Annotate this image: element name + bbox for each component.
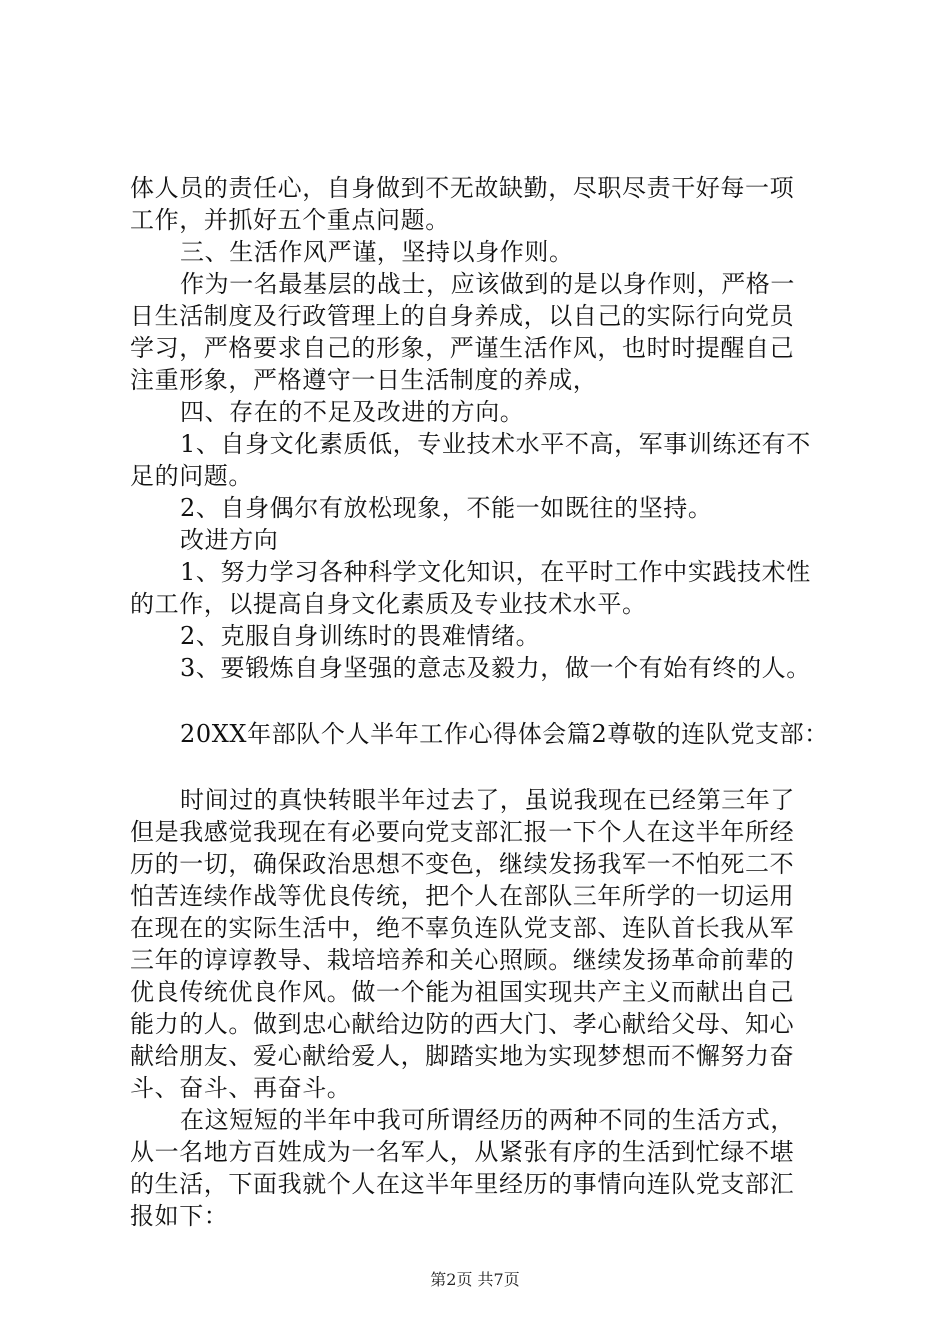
body-line: 学习，严格要求自己的形象，严谨生活作风，也时时提醒自己: [130, 334, 795, 362]
body-line: 优良传统优良作风。做一个能为祖国实现共产主义而献出自己: [130, 978, 795, 1006]
body-line: 作为一名最基层的战士，应该做到的是以身作则，严格一: [180, 270, 795, 298]
body-line: 时间过的真快转眼半年过去了，虽说我现在已经第三年了: [180, 786, 795, 814]
list-item: 1、努力学习各种科学文化知识，在平时工作中实践技术性: [180, 558, 811, 586]
document-body: [130, 172, 830, 1232]
paragraph-gap: [130, 684, 830, 718]
list-item: 1、自身文化素质低，专业技术水平不高，军事训练还有不: [180, 430, 811, 458]
body-line: 献给朋友、爱心献给爱人，脚踏实地为实现梦想而不懈努力奋: [130, 1042, 795, 1070]
body-line: 体人员的责任心，自身做到不无故缺勤，尽职尽责干好每一项: [130, 174, 795, 202]
body-line: 三年的谆谆教导、栽培培养和关心照顾。继续发扬革命前辈的: [130, 946, 795, 974]
body-line: 在现在的实际生活中，绝不辜负连队党支部、连队首长我从军: [130, 914, 795, 942]
body-line: 怕苦连续作战等优良传统，把个人在部队三年所学的一切运用: [130, 882, 795, 910]
subheading: 改进方向: [180, 526, 279, 554]
body-line: 从一名地方百姓成为一名军人，从紧张有序的生活到忙绿不堪: [130, 1138, 795, 1166]
article-title: 20XX年部队个人半年工作心得体会篇2尊敬的连队党支部：: [180, 720, 829, 748]
body-line: 的生活，下面我就个人在这半年里经历的事情向连队党支部汇: [130, 1170, 795, 1198]
body-line: 能力的人。做到忠心献给边防的西大门、孝心献给父母、知心: [130, 1010, 795, 1038]
list-item: 3、要锻炼自身坚强的意志及毅力，做一个有始有终的人。: [180, 654, 811, 682]
list-item: 2、自身偶尔有放松现象，不能一如既往的坚持。: [180, 494, 713, 522]
body-line: 历的一切，确保政治思想不变色，继续发扬我军一不怕死二不: [130, 850, 795, 878]
body-line: 注重形象，严格遵守一日生活制度的养成，: [130, 366, 598, 394]
page-footer: 第2页 共7页: [430, 1270, 520, 1289]
body-line: 工作，并抓好五个重点问题。: [130, 206, 450, 234]
body-line: 但是我感觉我现在有必要向党支部汇报一下个人在这半年所经: [130, 818, 795, 846]
body-line: 足的问题。: [130, 462, 253, 490]
body-line: 报如下：: [130, 1202, 229, 1230]
section-heading: 四、存在的不足及改进的方向。: [180, 398, 525, 426]
body-line: 斗、奋斗、再奋斗。: [130, 1074, 352, 1102]
section-heading: 三、生活作风严谨，坚持以身作则。: [180, 238, 574, 266]
body-line: 日生活制度及行政管理上的自身养成，以自己的实际行向党员: [130, 302, 795, 330]
body-line: 的工作，以提高自身文化素质及专业技术水平。: [130, 590, 647, 618]
body-line: 在这短短的半年中我可所谓经历的两种不同的生活方式，: [180, 1106, 795, 1134]
paragraph-gap: [130, 750, 830, 784]
list-item: 2、克服自身训练时的畏难情绪。: [180, 622, 541, 650]
